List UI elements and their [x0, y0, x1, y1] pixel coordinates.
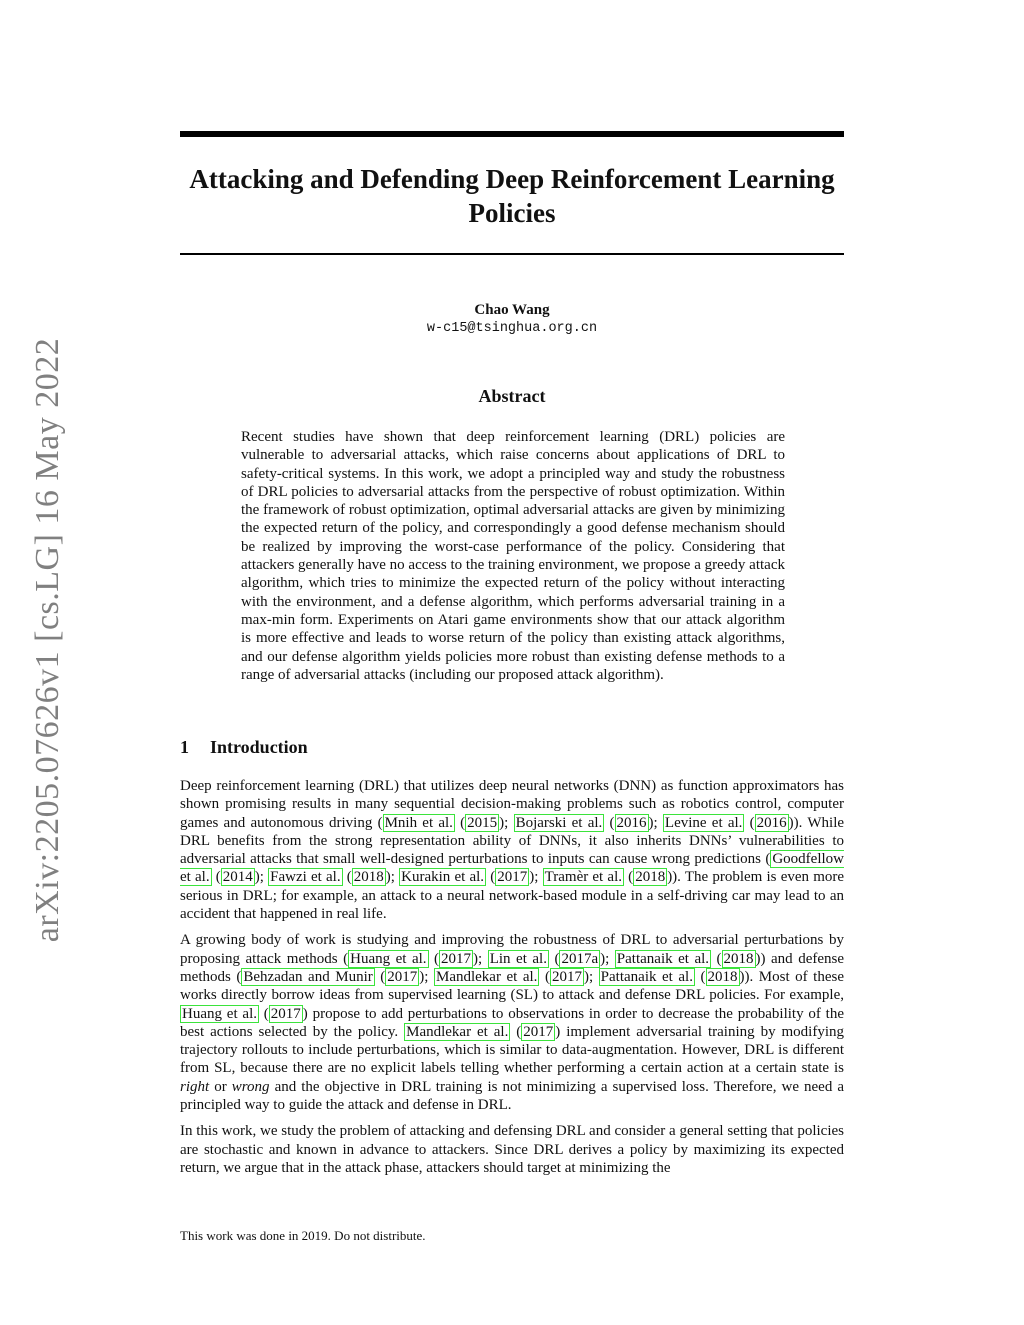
- paper-title: Attacking and Defending Deep Reinforcement Learning Policies: [189, 164, 835, 228]
- title-bottom-rule: [180, 253, 844, 255]
- citation-link[interactable]: Lin et al.: [489, 950, 547, 967]
- citation-link[interactable]: Huang et al.: [182, 1005, 257, 1022]
- citation-year-link[interactable]: 2017: [270, 1005, 301, 1022]
- citation-link[interactable]: Huang et al.: [350, 950, 427, 967]
- citation-link[interactable]: Behzadan and Munir: [243, 968, 373, 985]
- abstract-heading: Abstract: [478, 386, 546, 406]
- section-heading: [180, 735, 844, 759]
- citation-year-link[interactable]: 2017: [497, 869, 528, 886]
- citation-link[interactable]: Bojarski et al.: [515, 814, 603, 831]
- intro-paragraph-2: A growing body of work is studying and improving the robustness of DRL to adversarial perturbations by proposing attack methods ( Huang et al. ( 2017 ); Lin et al. ( 2017a ); Pattanaik et al. ( 2018 )) and defense methods ( Behzadan and Munir ( 2017 ); Mandlekar et al. ( 2017 ); Pattanaik et al. ( 2018 )). Most of these works directly borrow ideas from supervised learning (SL) to attack and defense DRL policies. For example, Huang et al. ( 2017 ) propose to add perturbations to observations in order to decrease the probability of the best actions selected by the policy. Mandlekar et al. ( 2017 ) implement adversarial training by modifying trajectory rollouts to include perturbations, which is similar to data-augmentation. However, DRL is different from SL, because there are no explicit labels telling whether performing a certain action at a certain state is right or wrong and the objective in DRL training is not minimizing a supervised loss. Therefore, we need a principled way to guide the attack and defense in DRL.: [180, 932, 845, 1114]
- arxiv-identifier: arXiv:2205.07626v1 [cs.LG] 16 May 2022: [29, 337, 66, 943]
- title-top-rule: [180, 131, 844, 137]
- citation-link[interactable]: Pattanaik et al.: [600, 968, 693, 985]
- citation-link[interactable]: Mnih et al.: [384, 814, 453, 831]
- introduction-body: [180, 777, 844, 1185]
- text-run: )). The problem is even more serious in DRL; for example, an attack to a neural network-based module in a self-driving car may lead to an accident that happened in real life.: [180, 869, 845, 923]
- citation-link[interactable]: Mandlekar et al.: [406, 1023, 509, 1040]
- citation-year-link[interactable]: 2017: [551, 968, 582, 985]
- citation-link[interactable]: Pattanaik et al.: [616, 950, 710, 967]
- citation-year-link[interactable]: 2015: [467, 814, 498, 831]
- citation-year-link[interactable]: 2016: [616, 814, 647, 831]
- text-run: and the objective in DRL training is not minimizing a supervised loss. Therefore, we need a principled way to guide the attack and defense in DRL.: [180, 1078, 845, 1114]
- citation-year-link[interactable]: 2017: [523, 1023, 554, 1040]
- citation-year-link[interactable]: 2014: [222, 869, 253, 886]
- section-number: 1: [180, 737, 189, 757]
- citation-year-link[interactable]: 2018: [353, 869, 384, 886]
- author-name: Chao Wang: [474, 302, 550, 318]
- citation-year-link[interactable]: 2016: [756, 814, 787, 831]
- citation-link[interactable]: Goodfellow et al.: [180, 851, 844, 886]
- citation-link[interactable]: Levine et al.: [664, 814, 743, 831]
- citation-year-link[interactable]: 2018: [635, 869, 666, 886]
- citation-year-link[interactable]: 2017: [441, 950, 472, 967]
- text-run: ) and defense methods (: [180, 950, 844, 985]
- footnote: This work was done in 2019. Do not distribute.: [180, 1228, 426, 1243]
- text-run: )). While DRL benefits from the strong representation ability of DNNs, it also inherits DNNs’ vulnerabilities to adversarial attacks that small well-designed perturbations to inputs can cause wrong predictions (: [180, 814, 845, 868]
- citation-year-link[interactable]: 2017: [387, 968, 418, 985]
- intro-paragraph-1: Deep reinforcement learning (DRL) that utilizes deep neural networks (DNN) as function approximators has shown promising results in many sequential decision-making problems such as robotics control, computer games and autonomous driving ( Mnih et al. ( 2015 ); Bojarski et al. ( 2016 ); Levine et al. ( 2016 )). While DRL benefits from the strong representation ability of DNNs, it also inherits DNNs’ vulnerabilities to adversarial attacks that small well-designed perturbations to inputs can cause wrong predictions ( Goodfellow et al. ( 2014 ); Fawzi et al. ( 2018 ); Kurakin et al. ( 2017 ); Tramèr et al. ( 2018 )). The problem is even more serious in DRL; for example, an attack to a neural network-based module in a self-driving car may lead to an accident that happened in real life.: [180, 778, 845, 923]
- text-run: A growing body of work is studying and improving the robustness of DRL to adversarial perturbations by proposing attack methods (: [180, 932, 844, 967]
- text-run: propose to add perturbations to observations in order to decrease the probability of the best actions selected by the policy.: [180, 1005, 844, 1040]
- citation-link[interactable]: Mandlekar et al.: [435, 968, 538, 985]
- citation-year-link[interactable]: 2018: [723, 950, 754, 967]
- citation-year-link[interactable]: 2018: [707, 968, 738, 985]
- text-run: Deep reinforcement learning (DRL) that utilizes deep neural networks (DNN) as function approximators has shown promising results in many sequential decision-making problems such as robotics control, computer games and autonomous driving (: [180, 778, 844, 831]
- emphasis-right: right: [180, 1078, 210, 1095]
- text-run: implement adversarial training by modifying trajectory rollouts to include perturbations, which is similar to data-augmentation. However, DRL is different from SL, because there are no explicit labels telling whether performing a certain action at a certain state is: [180, 1023, 844, 1077]
- citation-link[interactable]: Tramèr et al.: [544, 869, 622, 886]
- emphasis-wrong: wrong: [231, 1078, 270, 1095]
- abstract-text: Recent studies have shown that deep reinforcement learning (DRL) policies are vulnerable to adversarial attacks, which raise concerns about applications of DRL to safety-critical systems. In this work, we adopt a principled way and study the robustness of DRL policies to adversarial attacks from the perspective of robust optimization. Within the framework of robust optimization, optimal adversarial attacks are given by minimizing the expected return of the policy, and correspondingly a good defense mechanism should be realized by improving the worst-case performance of the policy. Considering that attackers generally have no access to the training environment, we propose a greedy attack algorithm, which tries to minimize the expected return of the policy without interacting with the environment, and a defense algorithm, which performs adversarial training in a max-min form. Experiments on Atari game environments show that our attack algorithm is more effective and leads to worse return of the policy than existing attack algorithms, and our defense algorithm yields policies more robust than existing defense methods to a range of adversarial attacks (including our proposed attack algorithm).: [241, 429, 786, 683]
- intro-paragraph-3: In this work, we study the problem of attacking and defensing DRL and consider a general setting that policies are stochastic and known in advance to attackers. Since DRL derives a policy by maximizing its expected return, we argue that in the attack phase, attackers should target at minimizing the: [180, 1123, 844, 1176]
- text-run: or: [209, 1078, 232, 1095]
- author-block: [180, 300, 844, 338]
- section-title: Introduction: [210, 737, 308, 757]
- citation-link[interactable]: Kurakin et al.: [401, 869, 485, 886]
- author-email: w-c15@tsinghua.org.cn: [426, 321, 598, 336]
- citation-link[interactable]: Fawzi et al.: [270, 869, 341, 886]
- citation-year-link[interactable]: 2017a: [561, 950, 599, 967]
- text-run: )). Most of these works directly borrow ideas from supervised learning (SL) to attack and defense DRL policies. For example,: [180, 968, 845, 1004]
